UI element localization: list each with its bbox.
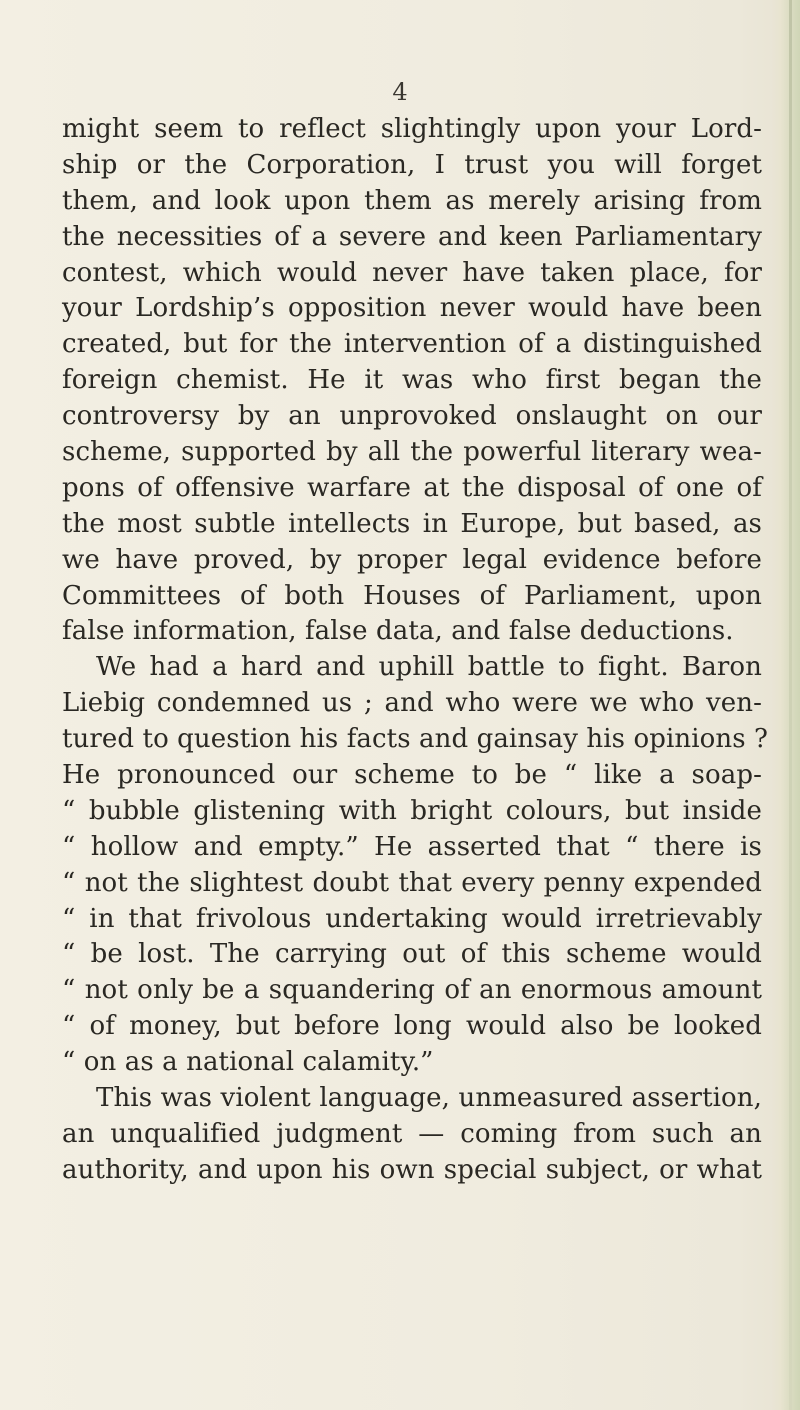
text-line: tured to question his facts and gainsay his opinions ?	[62, 724, 769, 755]
text-line: ship or the Corporation, I trust you will forget	[62, 149, 762, 180]
text-line: an unqualified judgment — coming from such an	[62, 1118, 762, 1149]
text-line: created, but for the intervention of a distinguished	[62, 329, 762, 360]
body-text	[62, 112, 769, 1189]
text-line: “ not only be a squandering of an enormous amount	[62, 975, 762, 1006]
text-line: authority, and upon his own special subject, or what	[62, 1154, 762, 1185]
text-line: the most subtle intellects in Europe, but based, as	[62, 508, 762, 539]
text-line: “ hollow and empty.” He asserted that “ there is	[62, 831, 762, 862]
text-line: “ bubble glistening with bright colours, but inside	[62, 795, 762, 826]
text-line: He pronounced our scheme to be “ like a soap-	[62, 760, 762, 791]
page-edge-shadow	[772, 0, 800, 1410]
text-line: scheme, supported by all the powerful literary wea-	[62, 437, 762, 468]
page-edge-line	[789, 0, 792, 1410]
text-line: we have proved, by proper legal evidence before	[62, 544, 762, 575]
text-line: false information, false data, and false deductions.	[62, 616, 734, 647]
text-line: We had a hard and uphill battle to fight. Baron	[96, 652, 762, 683]
text-line: “ be lost. The carrying out of this scheme would	[62, 939, 762, 970]
text-line: Committees of both Houses of Parliament, upon	[62, 580, 762, 611]
text-line: This was violent language, unmeasured assertion,	[96, 1083, 762, 1114]
text-line: might seem to reflect slightingly upon your Lord-	[62, 114, 762, 144]
text-line: pons of offensive warfare at the disposal of one of	[62, 472, 762, 503]
text-line: “ of money, but before long would also be looked	[62, 1011, 762, 1042]
text-line: “ on as a national calamity.”	[62, 1047, 434, 1078]
page-number: 4	[392, 78, 408, 106]
text-line: them, and look upon them as merely arising from	[62, 185, 762, 216]
text-line: Liebig condemned us ; and who were we who ven-	[62, 688, 762, 719]
text-line: your Lordship’s opposition never would have been	[62, 293, 762, 324]
text-line: contest, which would never have taken place, for	[62, 257, 762, 288]
text-line: the necessities of a severe and keen Parliamentary	[62, 221, 762, 252]
text-line: controversy by an unprovoked onslaught on our	[62, 401, 762, 432]
text-line: “ in that frivolous undertaking would irretrievably	[62, 903, 762, 934]
text-line: foreign chemist. He it was who first began the	[62, 365, 762, 396]
text-line: “ not the slightest doubt that every penny expended	[62, 867, 762, 898]
